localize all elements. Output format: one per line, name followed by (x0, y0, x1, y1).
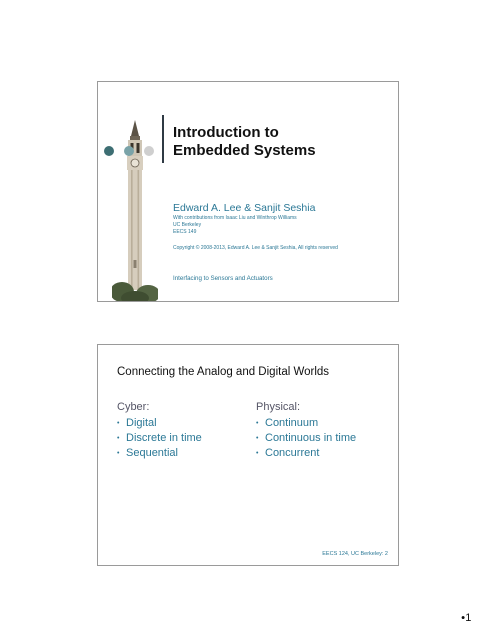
list-item: • Discrete in time (117, 432, 202, 444)
slide-title: Connecting the Analog and Digital Worlds (117, 366, 330, 378)
list-item: • Digital (117, 417, 157, 429)
affiliation: UC Berkeley (173, 222, 202, 228)
physical-heading: Physical: (256, 401, 301, 413)
bullet-icon: • (256, 450, 259, 457)
list-item: • Continuum (256, 417, 319, 429)
bullet-icon: • (117, 420, 120, 427)
bullet-icon: • (256, 435, 259, 442)
content-slide (97, 344, 399, 566)
dot-icon (104, 146, 114, 156)
slide-footer: EECS 124, UC Berkeley: 2 (322, 551, 388, 557)
dot-icon (124, 146, 134, 156)
list-item: • Continuous in time (256, 432, 357, 444)
dot-icon (144, 146, 154, 156)
bullet-icon: • (256, 420, 259, 427)
course-code: EECS 149 (173, 229, 197, 235)
physical-list (256, 416, 386, 461)
title-line-1: Introduction to (173, 124, 279, 141)
title-line-2: Embedded Systems (173, 142, 316, 159)
list-item: • Concurrent (256, 447, 320, 459)
copyright: Copyright © 2008-2013, Edward A. Lee & Sanjit Seshia, All rights reserved (173, 245, 338, 251)
cyber-column (117, 401, 247, 461)
divider-line (162, 115, 164, 163)
list-item: • Sequential (117, 447, 178, 459)
title-slide (97, 81, 399, 302)
bullet-icon: • (117, 450, 120, 457)
bullet-icon: • (117, 435, 120, 442)
authors: Edward A. Lee & Sanjit Seshia (173, 202, 316, 214)
lecture-topic: Interfacing to Sensors and Actuators (173, 275, 273, 282)
contributions: With contributions from Isaac Liu and Winthrop Williams (173, 215, 297, 221)
page-number: ●1 (461, 612, 472, 624)
cyber-list (117, 416, 247, 461)
physical-column (256, 401, 386, 461)
cyber-heading: Cyber: (117, 401, 150, 413)
slide-title (173, 124, 393, 160)
bullet-icon: ● (461, 614, 466, 622)
